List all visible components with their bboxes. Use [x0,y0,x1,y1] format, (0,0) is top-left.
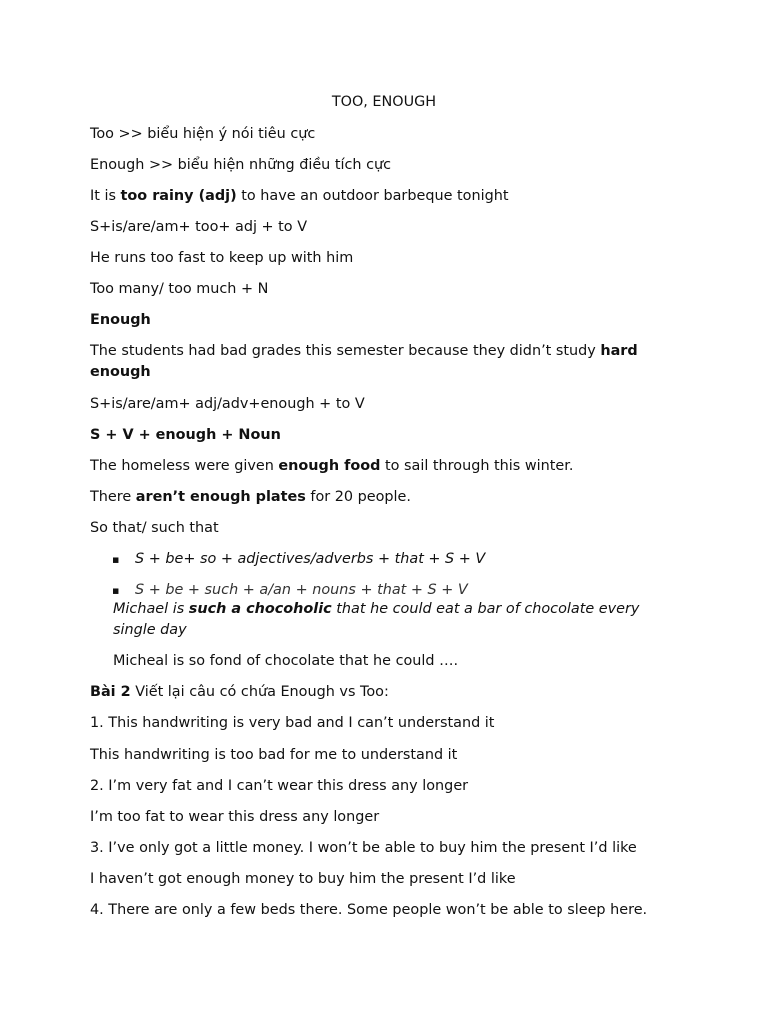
bullet-so-formula: S + be+ so + adjectives/adverbs + that + S + V [135,551,486,567]
example-text: The students had bad grades this semester because they didn’t study [90,343,601,359]
square-bullet-icon: ▪ [112,553,120,566]
example-bold: hard enough [90,343,638,380]
example-runs-too-fast: He runs too fast to keep up with him [90,250,354,266]
question-2: 2. I’m very fat and I can’t wear this dress any longer [90,778,469,794]
example-text: The homeless were given [90,458,279,474]
question-1: 1. This handwriting is very bad and I can’t understand it [90,715,495,731]
example-hard-enough [90,341,670,383]
exercise-instruction: Viết lại câu có chứa Enough vs Too: [130,684,389,700]
bullet-such-formula: S + be + such + a/an + nouns + that + S + V [135,582,468,598]
example-text: that he could eat a bar of chocolate every single day [113,601,640,638]
example-text: for 20 people. [305,489,411,505]
formula-adj-enough: S+is/are/am+ adj/adv+enough + to V [90,396,365,412]
example-too-rainy [90,186,680,207]
example-bold: aren’t enough plates [135,489,306,505]
formula-too-adj: S+is/are/am+ too+ adj + to V [90,219,308,235]
example-enough-plates [90,487,680,508]
example-text: There [90,489,136,505]
example-chocoholic [113,599,683,641]
formula-enough-noun: S + V + enough + Noun [90,427,281,443]
example-text: Michael is [113,601,189,617]
example-text: It is [90,188,121,204]
page-title: TOO, ENOUGH [331,94,437,110]
exercise-heading [90,682,680,703]
square-bullet-icon: ▪ [112,584,120,597]
example-fond-of-chocolate: Micheal is so fond of chocolate that he could …. [113,653,459,669]
answer-3: I haven’t got enough money to buy him the present I’d like [90,871,516,887]
example-bold: such a chocoholic [188,601,332,617]
exercise-number: Bài 2 [90,684,131,700]
example-enough-food [90,456,680,477]
enough-definition: Enough >> biểu hiện những điều tích cực [90,157,392,173]
answer-2: I’m too fat to wear this dress any longer [90,809,380,825]
example-bold: enough food [278,458,381,474]
too-definition: Too >> biểu hiện ý nói tiêu cực [90,126,316,142]
example-bold: too rainy (adj) [120,188,237,204]
formula-too-many: Too many/ too much + N [90,281,269,297]
example-text: to sail through this winter. [380,458,574,474]
question-3: 3. I’ve only got a little money. I won’t be able to buy him the present I’d like [90,840,637,856]
answer-1: This handwriting is too bad for me to understand it [90,747,458,763]
enough-heading: Enough [90,312,151,328]
question-4: 4. There are only a few beds there. Some people won’t be able to sleep here. [90,902,648,918]
so-that-heading: So that/ such that [90,520,219,536]
example-text: to have an outdoor barbeque tonight [236,188,509,204]
